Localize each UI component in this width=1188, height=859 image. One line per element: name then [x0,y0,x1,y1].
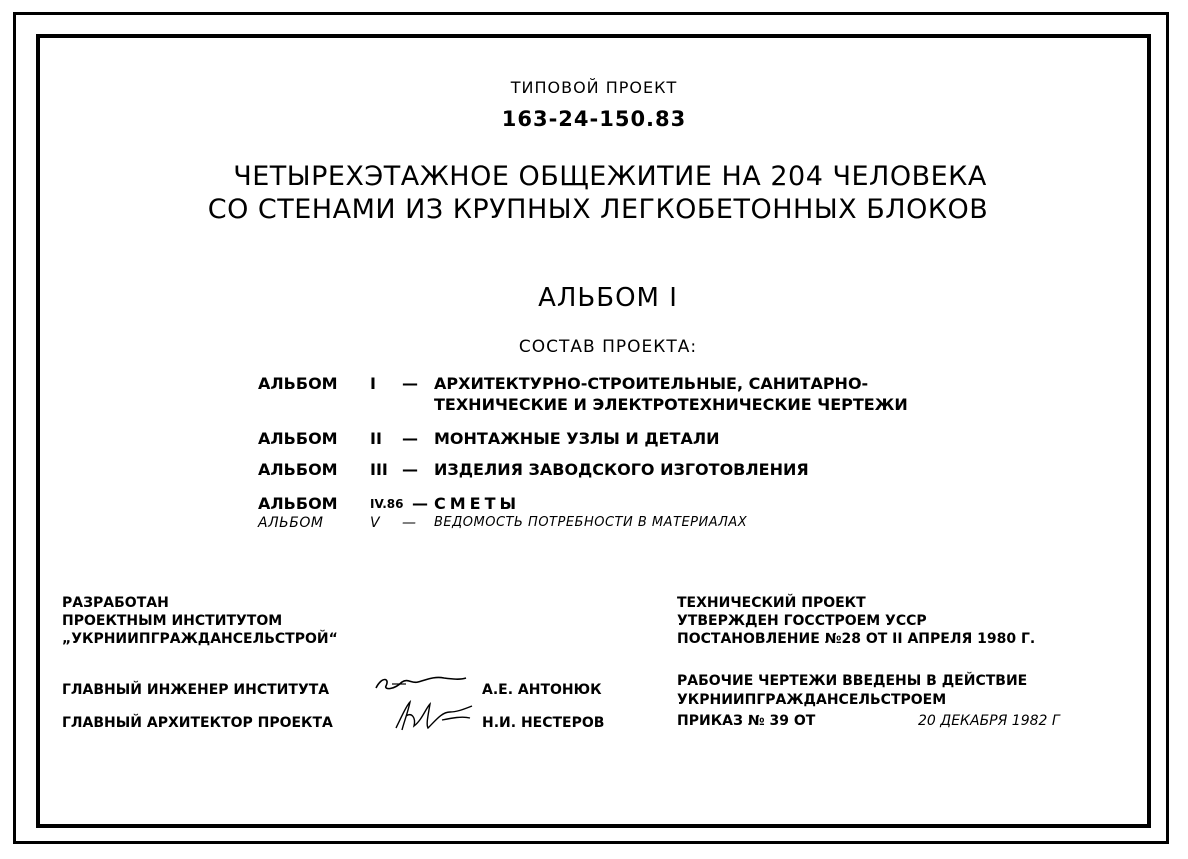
album-number: IV.86 [370,497,404,511]
album-description: ИЗДЕЛИЯ ЗАВОДСКОГО ИЗГОТОВЛЕНИЯ [434,460,809,479]
album-dash: — [412,494,428,513]
chief-engineer-signature [372,670,468,696]
approval-line-4: РАБОЧИЕ ЧЕРТЕЖИ ВВЕДЕНЫ В ДЕЙСТВИЕ [677,673,1028,689]
approval-line-2: УТВЕРЖДЕН ГОССТРОЕМ УССР [677,613,927,629]
title-line-2: СО СТЕНАМИ ИЗ КРУПНЫХ ЛЕГКОБЕТОННЫХ БЛОКОВ [207,194,989,225]
order-prefix: ПРИКАЗ № 39 ОТ [677,713,816,729]
album-number: I [370,374,376,393]
chief-engineer-name: А.Е. АНТОНЮК [482,682,602,698]
developer-line-3: „УКРНИИПГРАЖДАНСЕЛЬСТРОЙ“ [62,631,338,647]
album-description: СМЕТЫ [434,494,521,513]
approval-line-1: ТЕХНИЧЕСКИЙ ПРОЕКТ [677,595,866,611]
chief-architect-signature [392,698,476,734]
composition-heading: СОСТАВ ПРОЕКТА: [518,337,698,357]
chief-architect-name: Н.И. НЕСТЕРОВ [482,715,605,731]
album-dash: — [402,460,418,479]
album-description: АРХИТЕКТУРНО-СТРОИТЕЛЬНЫЕ, САНИТАРНО- [434,374,869,393]
album-label: АЛЬБОМ [258,460,338,479]
order-date: 20 ДЕКАБРЯ 1982 Г [918,713,1060,729]
project-number: 163-24-150.83 [501,107,687,131]
album-label: АЛЬБОМ [258,515,324,531]
developer-line-1: РАЗРАБОТАН [62,595,169,611]
album-description: ВЕДОМОСТЬ ПОТРЕБНОСТИ В МАТЕРИАЛАХ [434,515,748,530]
album-dash: — [402,374,418,393]
album-label: АЛЬБОМ [258,494,338,513]
approval-line-5: УКРНИИПГРАЖДАНСЕЛЬСТРОЕМ [677,692,947,708]
developer-line-2: ПРОЕКТНЫМ ИНСТИТУТОМ [62,613,283,629]
album-number: V [370,515,381,531]
album-label: АЛЬБОМ [258,374,338,393]
album-dash: — [402,429,418,448]
album-description: МОНТАЖНЫЕ УЗЛЫ И ДЕТАЛИ [434,429,720,448]
album-description-line2: ТЕХНИЧЕСКИЕ И ЭЛЕКТРОТЕХНИЧЕСКИЕ ЧЕРТЕЖИ [434,395,908,414]
album-dash: — [402,515,417,531]
title-line-1: ЧЕТЫРЕХЭТАЖНОЕ ОБЩЕЖИТИЕ НА 204 ЧЕЛОВЕКА [233,161,987,192]
album-label: АЛЬБОМ [258,429,338,448]
album-number: III [370,460,388,479]
chief-engineer-title: ГЛАВНЫЙ ИНЖЕНЕР ИНСТИТУТА [62,682,330,698]
album-heading: АЛЬБОМ I [538,283,678,313]
approval-line-3: ПОСТАНОВЛЕНИЕ №28 ОТ II АПРЕЛЯ 1980 Г. [677,631,1036,647]
album-number: II [370,429,382,448]
chief-architect-title: ГЛАВНЫЙ АРХИТЕКТОР ПРОЕКТА [62,715,333,731]
project-label: ТИПОВОЙ ПРОЕКТ [510,78,678,97]
